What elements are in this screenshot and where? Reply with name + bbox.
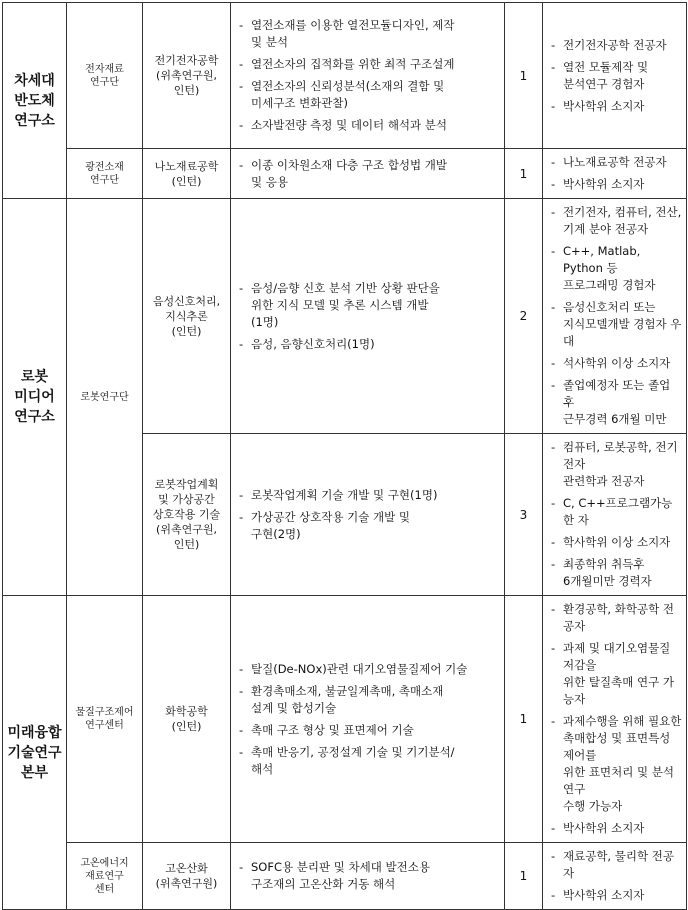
dept-cell <box>3 199 67 596</box>
dash-marker: - <box>551 496 556 510</box>
count-cell: 1 <box>505 843 543 910</box>
cell-line: 음성신호처리, <box>152 294 221 308</box>
item-line: 6개월미만 경력자 <box>563 574 652 588</box>
cell-line: 미래융합 <box>7 724 62 741</box>
cell-line: 지식추론 <box>165 309 208 323</box>
item-line: 위한 지식 모델 및 추론 시스템 개발 <box>251 297 429 312</box>
bullet-list <box>231 487 504 543</box>
list-item <box>239 661 500 678</box>
cell-line: 고온산화 <box>165 862 208 875</box>
table-row <box>3 149 687 199</box>
item-line: 위한 표면처리 및 분석연구 <box>563 765 674 796</box>
count-cell: 1 <box>505 596 543 843</box>
dash-marker: - <box>239 744 244 759</box>
cell-line: 로봇작업계획 <box>154 478 219 491</box>
item-line: 촉매합성 및 표면특성 제어를 <box>563 731 671 762</box>
quals-cell <box>543 596 687 843</box>
cell-line: 로봇연구단 <box>80 391 129 403</box>
list-item <box>239 509 500 543</box>
cell-line: 전자재료 <box>85 63 124 75</box>
cell-line: (위촉연구원) <box>155 877 218 890</box>
cell-line: 연구단 <box>90 174 119 186</box>
item-line: 졸업예정자 또는 졸업 후 <box>563 378 671 409</box>
dash-marker: - <box>239 18 244 32</box>
list-item <box>239 157 500 191</box>
cell-line: (위촉연구원, <box>156 523 217 536</box>
bullet-list <box>231 280 504 353</box>
list-item <box>551 713 682 815</box>
dept-cell <box>3 3 67 199</box>
item-line: 컴퓨터, 로봇공학, 전기전자 <box>563 440 678 471</box>
cell-line: 광전소재 <box>85 161 124 173</box>
cell-line: 본부 <box>20 764 49 781</box>
dash-marker: - <box>239 487 244 502</box>
dash-marker: - <box>239 57 244 71</box>
bullet-list <box>231 661 504 778</box>
tasks-cell <box>231 434 505 596</box>
cell-line: 상호작용 기술 <box>152 508 221 521</box>
item-line: (1명) <box>251 314 279 329</box>
count-cell: 1 <box>505 3 543 149</box>
field-cell <box>143 596 231 843</box>
dash-marker: - <box>239 661 244 676</box>
list-item <box>551 355 682 372</box>
list-item <box>551 37 682 54</box>
cell-line: (위촉연구원, <box>156 69 217 82</box>
list-item <box>551 601 682 635</box>
list-item <box>239 336 500 353</box>
item-line: 박사학위 소지자 <box>563 177 645 191</box>
item-line: 열전 모듈제작 및 <box>563 59 649 74</box>
dash-marker: - <box>239 336 244 351</box>
cell-line: 반도체 <box>14 92 55 109</box>
bullet-list <box>231 157 504 191</box>
item-line: 학사학위 이상 소지자 <box>563 535 671 549</box>
item-line: 열전소자의 집적화를 위한 최적 구조설계 <box>251 57 455 71</box>
item-line: 박사학위 소지자 <box>563 821 645 835</box>
dash-marker: - <box>239 860 244 874</box>
item-line: 프로그래밍 경험자 <box>563 278 656 292</box>
count-cell: 2 <box>505 199 543 434</box>
dash-marker: - <box>551 155 556 169</box>
dash-marker: - <box>239 118 244 132</box>
item-line: 근무경력 6개월 미만 <box>563 412 667 426</box>
cell-line: 차세대 <box>14 72 55 89</box>
bullet-list <box>543 439 686 590</box>
item-line: 나노재료공학 전공자 <box>563 155 667 169</box>
item-line: 열전소자의 신뢰성분석(소재의 결함 및 <box>251 79 445 93</box>
cell-line: 미디어 <box>14 389 55 405</box>
field-cell <box>143 199 231 434</box>
list-item <box>239 56 500 73</box>
quals-cell <box>543 199 687 434</box>
tasks-cell <box>231 596 505 843</box>
field-cell <box>143 3 231 149</box>
center-cell <box>67 3 143 149</box>
item-line: 박사학위 소지자 <box>563 98 645 113</box>
item-line: 소자발전량 측정 및 데이터 해석과 분석 <box>251 118 448 132</box>
item-line: 및 분석 <box>251 35 288 49</box>
item-line: 음성신호처리 또는 <box>563 300 656 314</box>
list-item <box>551 176 682 193</box>
bullet-list <box>543 204 686 428</box>
dash-marker: - <box>551 602 556 616</box>
cell-line: (인턴) <box>171 174 202 188</box>
item-line: 환경공학, 화학공학 전공자 <box>563 602 674 633</box>
dash-marker: - <box>551 98 556 113</box>
dash-marker: - <box>551 378 556 392</box>
item-line: 박사학위 소지자 <box>563 888 645 902</box>
list-item <box>551 204 682 238</box>
tasks-cell <box>231 3 505 149</box>
cell-line: 로봇 <box>20 369 49 385</box>
item-line: 지식모델개발 경험자 우대 <box>563 317 682 348</box>
item-line: 수행 가능자 <box>563 799 623 813</box>
item-line: 전기전자, 컴퓨터, 전산, <box>563 205 682 219</box>
tasks-cell <box>231 199 505 434</box>
table-row <box>3 199 687 434</box>
dash-marker: - <box>551 535 556 549</box>
cell-line: 전기전자공학 <box>154 54 219 67</box>
field-cell <box>143 843 231 910</box>
list-item <box>551 495 682 529</box>
quals-cell <box>543 3 687 149</box>
dash-marker: - <box>239 157 244 172</box>
count-cell: 1 <box>505 149 543 199</box>
dash-marker: - <box>239 722 244 737</box>
item-line: 관련학과 전공자 <box>563 474 645 488</box>
item-line: 석사학위 이상 소지자 <box>563 356 671 370</box>
item-line: 음성, 음향신호처리(1명) <box>251 336 375 351</box>
item-line: 설계 및 합성기술 <box>251 700 337 715</box>
list-item <box>239 117 500 134</box>
table-row <box>3 596 687 843</box>
item-line: 로봇작업계획 기술 개발 및 구현(1명) <box>251 487 438 502</box>
cell-line: 및 가상공간 <box>158 493 215 506</box>
list-item <box>551 59 682 93</box>
cell-line: 센터 <box>94 883 115 895</box>
cell-line: 나노재료공학 <box>154 159 219 173</box>
dash-marker: - <box>551 888 556 902</box>
list-item <box>239 722 500 739</box>
list-item <box>551 556 682 590</box>
list-item <box>551 534 682 551</box>
list-item <box>551 820 682 837</box>
quals-cell <box>543 434 687 596</box>
item-line: 구조재의 고온산화 거동 해석 <box>251 877 396 891</box>
item-line: 촉매 반응기, 공정설계 기술 및 기기분석/ <box>251 744 455 759</box>
table-row <box>3 3 687 149</box>
list-item <box>239 17 500 51</box>
tasks-cell <box>231 149 505 199</box>
item-line: 구현(2명) <box>251 526 301 541</box>
dash-marker: - <box>551 244 556 258</box>
dash-marker: - <box>551 821 556 835</box>
cell-line: 연구단 <box>90 76 119 88</box>
item-line: 탈질(De-NOx)관련 대기오염물질제어 기술 <box>251 661 468 676</box>
quals-cell <box>543 149 687 199</box>
cell-line: 화학공학 <box>165 705 208 718</box>
item-line: 열전소재를 이용한 열전모듈디자인, 제작 <box>251 18 455 32</box>
item-line: 과제수행을 위해 필요한 <box>563 714 682 728</box>
item-line: 위한 탈질촉매 연구 가능자 <box>563 675 674 706</box>
dash-marker: - <box>551 849 556 863</box>
field-cell <box>143 149 231 199</box>
item-line: SOFC용 분리판 및 차세대 발전소용 <box>251 860 430 874</box>
item-line: 환경촉매소재, 불균일계촉매, 촉매소재 <box>251 683 444 698</box>
list-item <box>239 78 500 112</box>
list-item <box>551 848 682 882</box>
quals-cell <box>543 843 687 910</box>
item-line: 재료공학, 물리학 전공자 <box>563 849 674 880</box>
cell-line: (인턴) <box>171 324 202 338</box>
list-item <box>551 887 682 904</box>
tasks-cell <box>231 843 505 910</box>
item-line: 미세구조 변화관찰) <box>251 96 349 110</box>
cell-line: 인턴) <box>173 538 200 551</box>
field-cell <box>143 434 231 596</box>
item-line: 이종 이차원소재 다층 구조 합성법 개발 <box>251 157 448 172</box>
center-cell <box>67 149 143 199</box>
bullet-list <box>231 17 504 134</box>
list-item <box>551 98 682 115</box>
bullet-list <box>543 601 686 837</box>
item-line: 및 응용 <box>251 174 288 189</box>
recruitment-table <box>2 2 687 910</box>
list-item <box>551 154 682 171</box>
item-line: C, C++프로그램가능한 자 <box>563 496 673 527</box>
list-item <box>239 487 500 504</box>
list-item <box>551 439 682 490</box>
center-cell <box>67 199 143 596</box>
item-line: 분석연구 경험자 <box>563 76 645 91</box>
list-item <box>551 299 682 350</box>
dash-marker: - <box>551 714 556 728</box>
dash-marker: - <box>551 59 556 74</box>
dash-marker: - <box>551 356 556 370</box>
item-line: 과제 및 대기오염물질 저감을 <box>563 641 671 672</box>
dash-marker: - <box>551 177 556 191</box>
item-line: C++, Matlab, Python 등 <box>563 244 641 275</box>
dash-marker: - <box>551 440 556 454</box>
list-item <box>239 683 500 717</box>
dash-marker: - <box>551 557 556 571</box>
center-cell <box>67 843 143 910</box>
dash-marker: - <box>551 205 556 219</box>
bullet-list <box>543 154 686 193</box>
bullet-list <box>543 37 686 115</box>
count-cell: 3 <box>505 434 543 596</box>
cell-line: 연구소 <box>14 112 55 129</box>
bullet-list <box>543 848 686 904</box>
list-item <box>239 744 500 778</box>
cell-line: (인턴) <box>171 720 202 733</box>
bullet-list <box>231 859 504 893</box>
cell-line: 인턴) <box>173 84 200 97</box>
table-row <box>3 843 687 910</box>
list-item <box>239 859 500 893</box>
dash-marker: - <box>239 280 244 295</box>
cell-line: 기술연구 <box>7 744 62 761</box>
list-item <box>239 280 500 331</box>
item-line: 최종학위 취득후 <box>563 557 645 571</box>
dash-marker: - <box>239 79 244 93</box>
item-line: 가상공간 상호작용 기술 개발 및 <box>251 509 411 524</box>
item-line: 촉매 구조 형상 및 표면제어 기술 <box>251 722 414 737</box>
list-item <box>551 377 682 428</box>
dash-marker: - <box>551 641 556 655</box>
cell-line: 물질구조제어 <box>75 707 134 718</box>
cell-line: 연구센터 <box>85 720 124 731</box>
dept-cell <box>3 596 67 910</box>
cell-line: 재료연구 <box>85 870 124 882</box>
list-item <box>551 243 682 294</box>
item-line: 기계 분야 전공자 <box>563 222 649 236</box>
item-line: 전기전자공학 전공자 <box>563 37 667 52</box>
dash-marker: - <box>239 509 244 524</box>
list-item <box>551 640 682 708</box>
cell-line: 고온에너지 <box>80 857 129 869</box>
item-line: 해석 <box>251 761 274 776</box>
center-cell <box>67 596 143 843</box>
item-line: 음성/음향 신호 분석 기반 상황 판단을 <box>251 280 440 295</box>
dash-marker: - <box>551 37 556 52</box>
dash-marker: - <box>551 300 556 314</box>
cell-line: 연구소 <box>14 409 55 425</box>
table-body <box>3 3 687 910</box>
dash-marker: - <box>239 683 244 698</box>
